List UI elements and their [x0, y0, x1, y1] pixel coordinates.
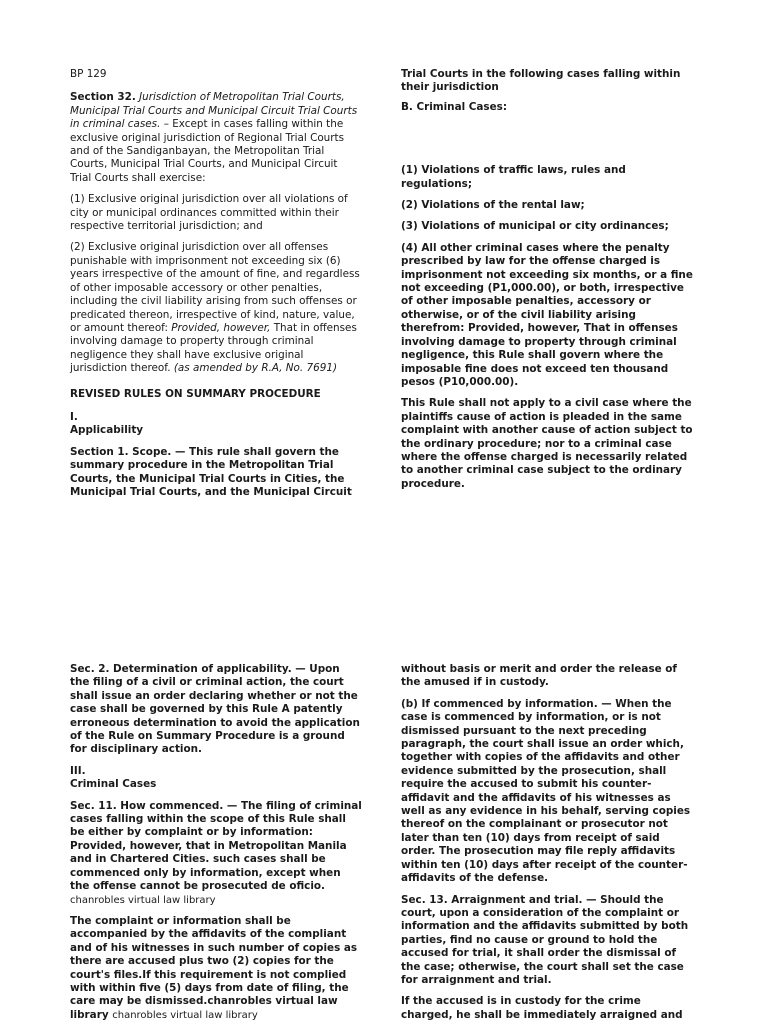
section-32	[70, 91, 362, 185]
rrsp-title: REVISED RULES ON SUMMARY PROCEDURE	[70, 387, 321, 400]
criminal-case-3: (3) Violations of municipal or city ordinances;	[401, 220, 669, 233]
criminal-case-2: (2) Violations of the rental law;	[401, 199, 585, 212]
trial-courts-intro: Trial Courts in the following cases falling within their jurisdiction	[401, 68, 681, 94]
criminal-case-1: (1) Violations of traffic laws, rules and regulations;	[401, 164, 626, 190]
section-32-title: Jurisdiction of Metropolitan Trial Courts, Municipal Trial Courts and Municipal Circuit Trial Courts in criminal cases.	[70, 91, 358, 131]
section-32-body: – Except in cases falling within the exclusive original jurisdiction of Regional Trial Courts and of the Sandiganbayan, the Metropolitan Trial Courts, Municipal Trial Courts, and Municipal Circuit Trial Courts shall exercise:	[70, 118, 345, 184]
section-11-how-commenced: Sec. 11. How commenced. — The filing of criminal cases falling within the scope of this Rule shall be either by complaint or by information: Provided, however, that in Metropolitan Manila and in Chartered Cities. such cases shall be commenced only by information, except when the offense cannot be prosecuted de oficio. chanrobles virtual law library	[70, 799, 362, 906]
part-3-heading: III. Criminal Cases	[70, 764, 157, 791]
bp-number: BP 129	[70, 68, 107, 80]
section-32-heading: Section 32.	[70, 91, 136, 104]
section-32-item-2: (2) Exclusive original jurisdiction over all offenses punishable with imprisonment not exceeding six (6) years irrespective of the amount of fine, and regardless of other imposable accessory or other penalties, including the civil liability arising from such offenses or predicated thereon, irrespective of kind, nature, value, or amount thereof: Provided, however, That in offenses involving damage to property through criminal negligence they shall have exclusive original jurisdiction thereof. (as amended by R.A, No. 7691)	[70, 241, 360, 375]
section-2-applicability: Sec. 2. Determination of applicability. — Upon the filing of a civil or criminal action, the court shall issue an order declaring whether or not the case shall be governed by this Rule A patently erroneous determination to avoid the application of the Rule on Summary Procedure is a ground for disciplinary action.	[70, 663, 360, 756]
page1-left-column	[70, 68, 362, 507]
section-13-arraignment: Sec. 13. Arraignment and trial. — Should the court, upon a consideration of the complaint or information and the affidavits submitted by both parties, find no cause or ground to hold the accused for trial, it shall order the dismissal of the case; otherwise, the court shall set the case for arraignment and trial.	[401, 893, 689, 986]
page2-right-column	[401, 663, 693, 1030]
chanrobles-tag: chanrobles virtual law library	[70, 894, 216, 906]
page1-right-column	[401, 68, 693, 499]
page2-left-column	[70, 663, 362, 1030]
accused-in-custody: If the accused is in custody for the crime charged, he shall be immediately arraigned and	[401, 995, 683, 1021]
amendment-note: (as amended by R.A, No. 7691)	[173, 362, 338, 375]
section-32-item-1: (1) Exclusive original jurisdiction over all violations of city or municipal ordinances committed within their respective territorial jurisdiction; and	[70, 193, 348, 233]
part-1-heading: I. Applicability	[70, 410, 144, 437]
dismissal-continuation: without basis or merit and order the release of the amused if in custody.	[401, 663, 677, 689]
criminal-cases-heading: B. Criminal Cases:	[401, 100, 507, 113]
complaint-paragraph: The complaint or information shall be accompanied by the affidavits of the compliant and of his witnesses in such number of copies as there are accused plus two (2) copies for the court's files.If this requirement is not complied with within five (5) days from date of filing, the care may be dismissed.chanrobles virtual law library chanrobles virtual law library	[70, 914, 358, 1021]
commenced-by-information: (b) If commenced by information. — When the case is commenced by information, or is not dismissed pursuant to the next preceding paragraph, the court shall issue an order which, together with copies of the affidavits and other evidence submitted by the prosecution, shall require the accused to submit his counter-affidavit and the affidavits of his witnesses as well as any evidence in his behalf, serving copies thereof on the complainant or prosecutor not later than ten (10) days from receipt of said order. The prosecution may file reply affidavits within ten (10) days after receipt of the counter-affidavits of the defense.	[401, 697, 691, 885]
rule-not-apply: This Rule shall not apply to a civil case where the plaintiffs cause of action is pleaded in the same complaint with another cause of action subject to the ordinary procedure; nor to a criminal case where the offense charged is necessarily related to another criminal case subject to the ordinary procedure.	[401, 397, 693, 490]
criminal-case-4: (4) All other criminal cases where the penalty prescribed by law for the offense charged is imprisonment not exceeding six months, or a fine not exceeding (P1,000.00), or both, irrespective of other imposable penalties, accessory or otherwise, or of the civil liability arising therefrom: Provided, however, That in offenses involving damage to property through criminal negligence, this Rule shall govern where the imposable fine does not exceed ten thousand pesos (P10,000.00).	[401, 241, 693, 388]
chanrobles-tag: chanrobles virtual law library	[112, 1009, 258, 1021]
section-1-scope: Section 1. Scope. — This rule shall govern the summary procedure in the Metropolitan Trial Courts, the Municipal Trial Courts in Cities, the Municipal Trial Courts, and the Municipal Circuit	[70, 445, 352, 498]
